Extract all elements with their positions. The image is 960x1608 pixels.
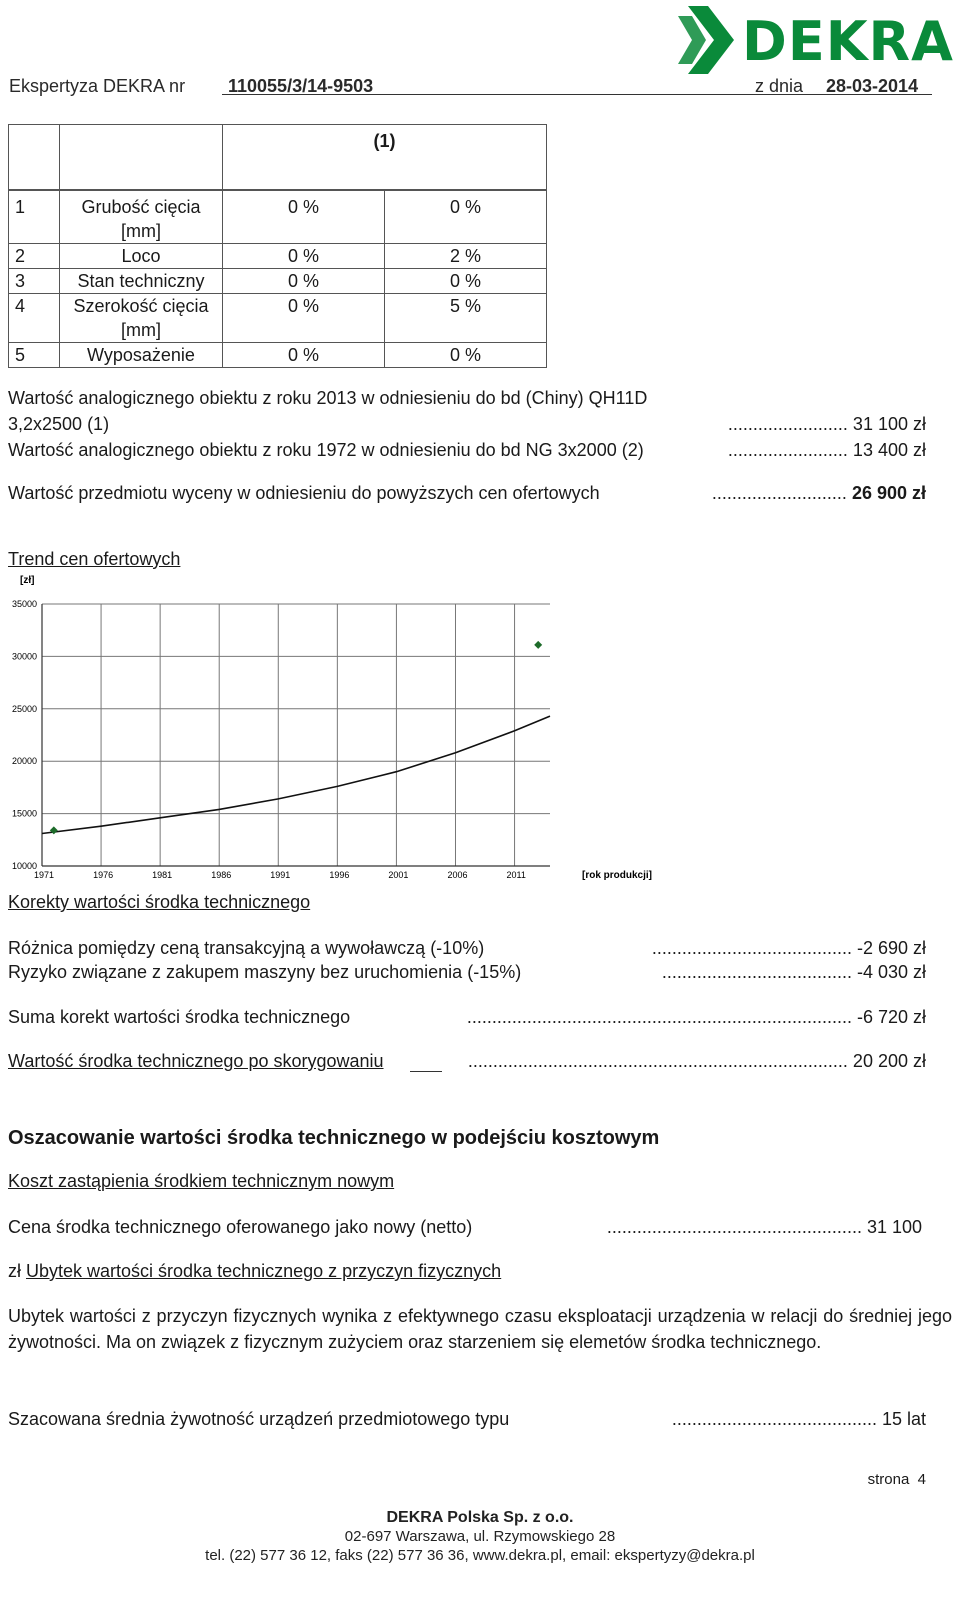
row-number: 5 — [9, 343, 60, 368]
correction-row-1-value: ........................................ -2 690 zł — [651, 938, 926, 958]
header-rule — [222, 94, 932, 95]
row-value-a: 0 % — [223, 343, 385, 368]
y-tick-label: 35000 — [12, 599, 38, 609]
y-tick-label: 30000 — [12, 651, 38, 662]
table-row — [9, 294, 547, 343]
footer-contact: tel. (22) 577 36 12, faks (22) 577 36 36, www.dekra.pl, email: ekspertyzy@dekra.pl — [205, 1547, 755, 1564]
trend-title: Trend cen ofertowych — [8, 549, 181, 569]
x-tick-label: 2011 — [506, 870, 526, 880]
y-tick-label: 15000 — [12, 808, 38, 819]
row-number: 3 — [9, 269, 60, 294]
corrected-value-label: Wartość środka technicznego po skorygowaniu — [8, 1051, 384, 1071]
footer-address: 02-697 Warszawa, ul. Rzymowskiego 28 — [344, 1528, 616, 1545]
table-header-row — [9, 125, 547, 190]
corrected-value: ............................................................................ 20 200 zł — [467, 1051, 926, 1071]
correction-row-1: Różnica pomiędzy ceną transakcyjną a wywoławczą (-10%) — [8, 938, 485, 958]
corrections-sum-value: ............................................................................. -6 720 zł — [466, 1007, 926, 1027]
new-price-value: ................................................... 31 100 — [606, 1217, 922, 1237]
footer-company: DEKRA Polska Sp. z o.o. — [386, 1509, 574, 1526]
row-number: 4 — [9, 294, 60, 343]
corrected-value-underline — [410, 1071, 442, 1072]
subject-value-dots: ........................... — [711, 483, 847, 503]
trend-curve — [42, 716, 550, 833]
correction-row-2-value: ...................................... -4 030 zł — [661, 962, 926, 982]
subject-value-line: Wartość przedmiotu wyceny w odniesieniu do powyższych cen ofertowych — [8, 483, 600, 503]
zl-prefix: zł — [8, 1261, 21, 1281]
analog-1972-line: Wartość analogicznego obiektu z roku 1972 w odniesieniu do bd NG 3x2000 (2) — [8, 440, 644, 460]
analog-2013-value: ........................ 31 100 zł — [727, 414, 926, 434]
y-unit-label: [zł] — [20, 575, 35, 586]
dekra-logo-text: DEKRA — [742, 10, 954, 73]
table-row — [9, 191, 547, 244]
x-tick-label: 1996 — [329, 870, 350, 880]
expertise-number: 110055/3/14-9503 — [228, 76, 374, 96]
row-value-a: 0 % — [223, 191, 385, 244]
row-name: Szerokość cięcia [mm] — [60, 294, 223, 343]
row-name: Stan techniczny — [60, 269, 223, 294]
subject-value — [712, 481, 926, 505]
x-tick-label: 1981 — [152, 870, 173, 880]
cost-approach-heading: Oszacowanie wartości środka technicznego w podejściu kosztowym — [8, 1127, 660, 1149]
trend-chart — [0, 568, 680, 888]
row-value-a: 0 % — [223, 269, 385, 294]
corrections-title: Korekty wartości środka technicznego — [8, 892, 311, 912]
x-tick-label: 1976 — [93, 870, 114, 880]
row-name: Loco — [60, 244, 223, 269]
table-row — [9, 244, 547, 269]
y-tick-label: 25000 — [12, 703, 38, 714]
y-tick-label: 10000 — [12, 861, 38, 871]
row-name: Wyposażenie — [60, 343, 223, 368]
corrections-sum-label: Suma korekt wartości środka technicznego — [8, 1007, 351, 1027]
row-value-b: 0 % — [385, 343, 547, 368]
x-unit-label: [rok produkcji] — [582, 870, 653, 881]
row-value-b: 0 % — [385, 269, 547, 294]
dekra-logo — [676, 4, 956, 82]
expertise-label: Ekspertyza DEKRA nr — [9, 76, 186, 96]
subject-value-amount: 26 900 zł — [851, 483, 926, 503]
row-value-b: 5 % — [385, 294, 547, 343]
service-life-label: Szacowana średnia żywotność urządzeń przedmiotowego typu — [8, 1409, 510, 1429]
row-number: 1 — [9, 191, 60, 244]
table-col-header: (1) — [373, 131, 396, 151]
x-tick-label: 1971 — [34, 870, 55, 880]
date-label: z dnia — [755, 76, 804, 96]
page-number — [868, 1471, 926, 1488]
x-tick-label: 1986 — [211, 870, 232, 880]
row-value-b: 2 % — [385, 244, 547, 269]
analog-1972-value: ........................ 13 400 zł — [727, 440, 926, 460]
date-value: 28-03-2014 — [826, 76, 919, 96]
parameters-table — [8, 124, 547, 368]
page-value: 4 — [917, 1471, 926, 1488]
data-point-marker — [534, 641, 542, 649]
row-number: 2 — [9, 244, 60, 269]
replacement-cost-subheading: Koszt zastąpienia środkiem technicznym nowym — [8, 1171, 395, 1191]
row-value-a: 0 % — [223, 294, 385, 343]
physical-loss-line — [8, 1259, 501, 1283]
analog-2013-line-cont: 3,2x2500 (1) — [8, 414, 110, 434]
physical-loss-title: Ubytek wartości środka technicznego z przyczyn fizycznych — [26, 1261, 502, 1281]
page-label: strona — [867, 1471, 910, 1488]
new-price-label: Cena środka technicznego oferowanego jako nowy (netto) — [8, 1217, 473, 1237]
row-value-b: 0 % — [385, 191, 547, 244]
correction-row-2: Ryzyko związane z zakupem maszyny bez uruchomienia (-15%) — [8, 962, 522, 982]
service-life-value: ......................................... 15 lat — [671, 1409, 926, 1429]
analog-2013-line: Wartość analogicznego obiektu z roku 2013 w odniesieniu do bd (Chiny) QH11D — [8, 388, 648, 408]
x-tick-label: 2001 — [388, 870, 409, 880]
table-row — [9, 343, 547, 368]
dekra-logo-mark-icon — [676, 4, 746, 78]
table-row — [9, 269, 547, 294]
row-name: Grubość cięcia [mm] — [60, 191, 223, 244]
y-tick-label: 20000 — [12, 756, 38, 767]
x-tick-label: 1991 — [270, 870, 291, 880]
physical-loss-paragraph: Ubytek wartości z przyczyn fizycznych wynika z efektywnego czasu eksploatacji urządzenia w relacji do średniej jego żywotności. Ma on związek z fizycznym zużyciem oraz starzeniem się elemetów środka technicznego. — [8, 1306, 952, 1352]
x-tick-label: 2006 — [447, 870, 468, 880]
row-value-a: 0 % — [223, 244, 385, 269]
